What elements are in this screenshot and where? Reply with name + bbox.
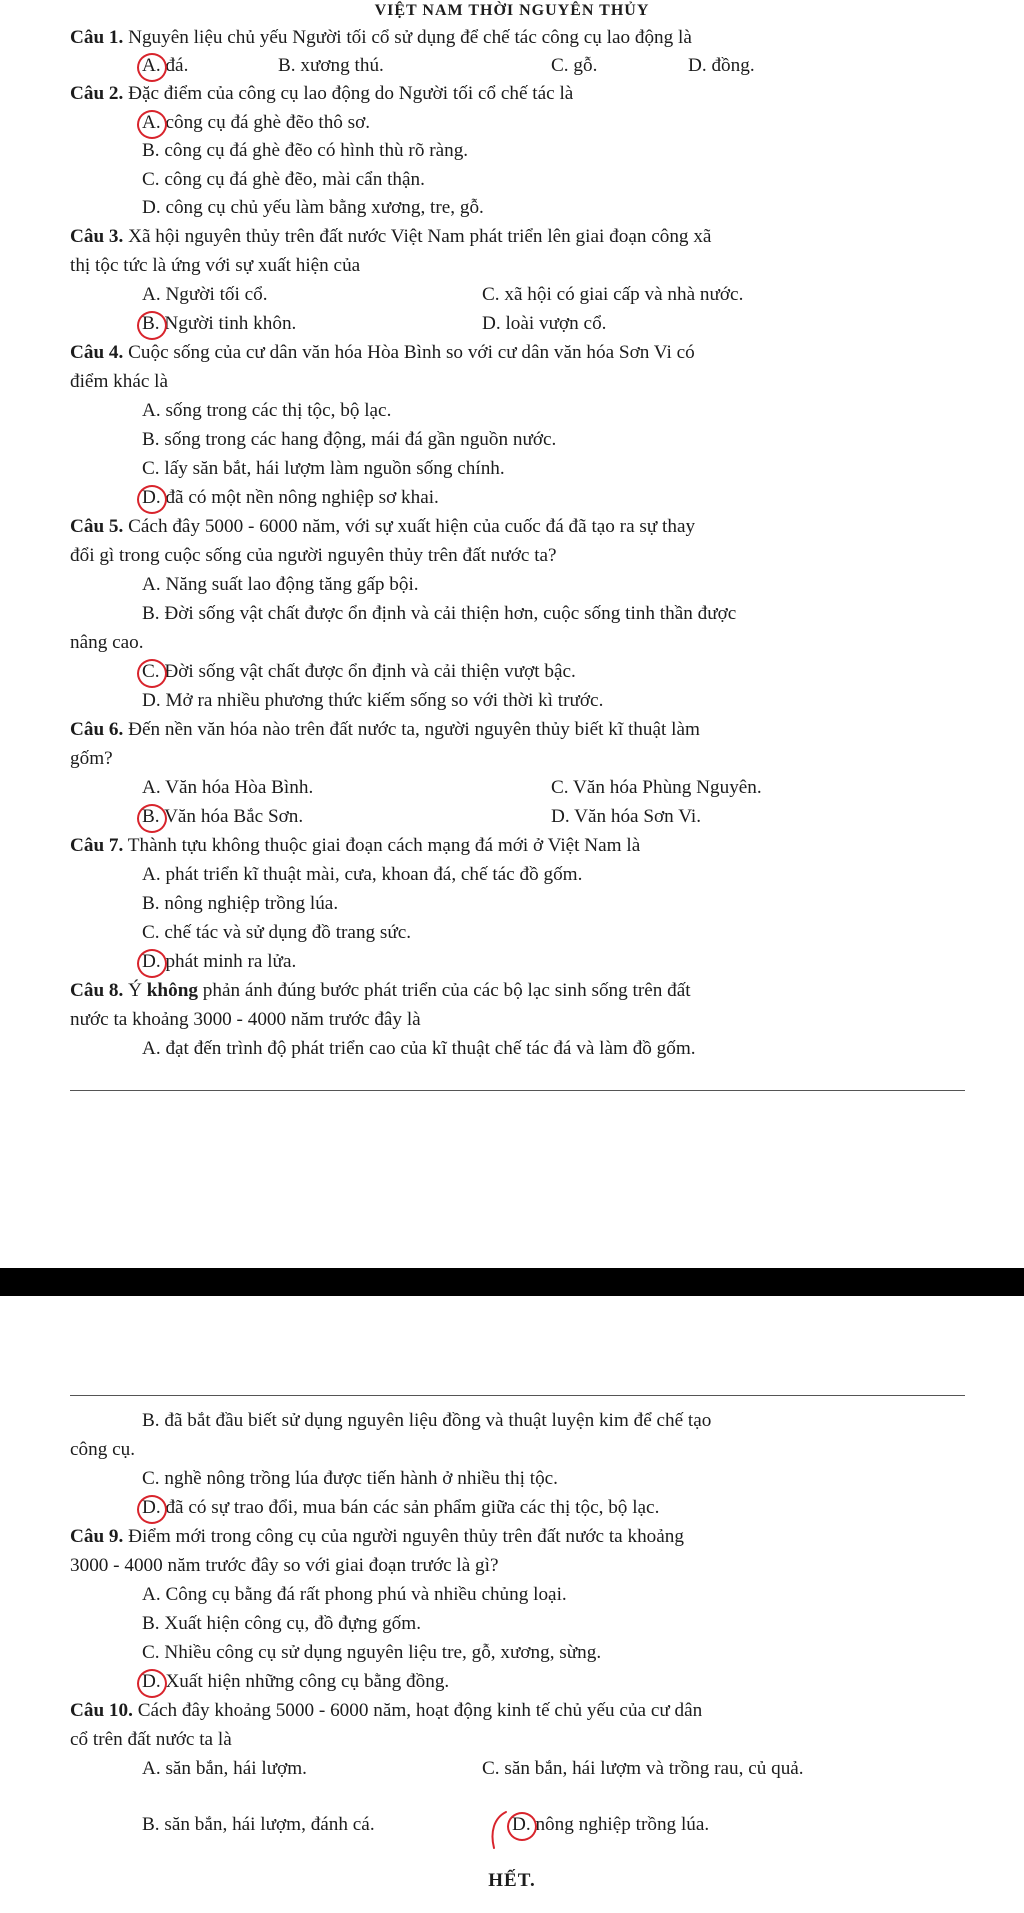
question-6-cont: gốm?	[70, 748, 113, 769]
question-8: Câu 8. Ý không phản ánh đúng bước phát triển của các bộ lạc sinh sống trên đất	[70, 980, 691, 1001]
answer-circle: A.	[142, 52, 161, 80]
q7-option-c: C. chế tác và sử dụng đồ trang sức.	[142, 922, 412, 943]
q5-option-b-cont: nâng cao.	[70, 632, 144, 653]
q8-option-a: A. đạt đến trình độ phát triển cao của kĩ thuật chế tác đá và làm đồ gốm.	[142, 1038, 696, 1059]
q4-option-b: B. sống trong các hang động, mái đá gần nguồn nước.	[142, 429, 557, 450]
q2-option-a: A. công cụ đá ghè đẽo thô sơ.	[142, 109, 370, 137]
question-text: Nguyên liệu chủ yếu Người tối cổ sử dụng để chế tác công cụ lao động là	[128, 27, 692, 48]
question-label: Câu 4.	[70, 342, 124, 363]
answer-circle: D.	[142, 948, 161, 976]
question-text: Cách đây khoảng 5000 - 6000 năm, hoạt động kinh tế chủ yếu của cư dân	[137, 1700, 703, 1721]
q1-option-b: B. xương thú.	[278, 55, 384, 76]
q1-option-d: D. đồng.	[688, 55, 755, 76]
q4-option-d: D. đã có một nền nông nghiệp sơ khai.	[142, 484, 439, 512]
question-text: Thành tựu không thuộc giai đoạn cách mạng đá mới ở Việt Nam là	[127, 835, 641, 856]
question-label: Câu 3.	[70, 226, 124, 247]
q6-option-c: C. Văn hóa Phùng Nguyên.	[551, 777, 762, 798]
question-label: Câu 1.	[70, 27, 124, 48]
question-text: Đến nền văn hóa nào trên đất nước ta, người nguyên thủy biết kĩ thuật làm	[128, 719, 700, 740]
q2-option-d: D. công cụ chủ yếu làm bằng xương, tre, gỗ.	[142, 197, 484, 218]
q6-option-b: B. Văn hóa Bắc Sơn.	[142, 803, 303, 831]
q5-option-b: B. Đời sống vật chất được ổn định và cải thiện hơn, cuộc sống tinh thần được	[142, 603, 737, 624]
q3-option-d: D. loài vượn cổ.	[482, 313, 607, 334]
q6-option-d: D. Văn hóa Sơn Vi.	[551, 806, 702, 827]
question-1	[70, 24, 692, 52]
end-mark: HẾT.	[488, 1870, 536, 1891]
q10-option-b: B. săn bắn, hái lượm, đánh cá.	[142, 1814, 375, 1835]
question-text: Cách đây 5000 - 6000 năm, với sự xuất hiện của cuốc đá đã tạo ra sự thay	[128, 516, 696, 537]
question-9	[70, 1523, 684, 1551]
question-label: Câu 8.	[70, 980, 124, 1001]
q7-option-a: A. phát triển kĩ thuật mài, cưa, khoan đá, chế tác đồ gốm.	[142, 864, 583, 885]
question-text: Điểm mới trong công cụ của người nguyên thủy trên đất nước ta khoảng	[128, 1526, 684, 1547]
answer-circle: D.	[512, 1811, 531, 1839]
answer-circle: D.	[142, 1494, 161, 1522]
question-10-cont: cổ trên đất nước ta là	[70, 1729, 232, 1750]
q10-option-a: A. săn bắn, hái lượm.	[142, 1758, 307, 1779]
question-2	[70, 80, 573, 108]
q9-option-b: B. Xuất hiện công cụ, đồ đựng gốm.	[142, 1613, 421, 1634]
q10-option-d: D. nông nghiệp trồng lúa.	[512, 1811, 709, 1839]
question-8-cont: nước ta khoảng 3000 - 4000 năm trước đây là	[70, 1009, 421, 1030]
question-label: Câu 7.	[70, 835, 124, 856]
question-4-cont: điểm khác là	[70, 371, 169, 392]
pen-stroke	[488, 1808, 508, 1852]
q3-option-c: C. xã hội có giai cấp và nhà nước.	[482, 284, 744, 305]
q5-option-a: A. Năng suất lao động tăng gấp bội.	[142, 574, 419, 595]
q5-option-c: C. Đời sống vật chất được ổn định và cải thiện vượt bậc.	[142, 658, 576, 686]
question-text: Cuộc sống của cư dân văn hóa Hòa Bình so với cư dân văn hóa Sơn Vi có	[128, 342, 695, 363]
q9-option-a: A. Công cụ bằng đá rất phong phú và nhiều chủng loại.	[142, 1584, 567, 1605]
q5-option-d: D. Mở ra nhiều phương thức kiếm sống so với thời kì trước.	[142, 690, 604, 711]
q10-option-c: C. săn bắn, hái lượm và trồng rau, củ quả.	[482, 1758, 804, 1779]
q4-option-c: C. lấy săn bắt, hái lượm làm nguồn sống chính.	[142, 458, 505, 479]
question-label: Câu 5.	[70, 516, 124, 537]
q6-option-a: A. Văn hóa Hòa Bình.	[142, 777, 314, 798]
question-6	[70, 716, 700, 744]
q8-option-c: C. nghề nông trồng lúa được tiến hành ở nhiều thị tộc.	[142, 1468, 558, 1489]
q7-option-d: D. phát minh ra lửa.	[142, 948, 296, 976]
question-label: Câu 6.	[70, 719, 124, 740]
answer-circle: B.	[142, 803, 160, 831]
q8-option-b: B. đã bắt đầu biết sử dụng nguyên liệu đồng và thuật luyện kim để chế tạo	[142, 1410, 712, 1431]
question-9-cont: 3000 - 4000 năm trước đây so với giai đoạn trước là gì?	[70, 1555, 499, 1576]
q9-option-c: C. Nhiều công cụ sử dụng nguyên liệu tre, gỗ, xương, sừng.	[142, 1642, 602, 1663]
page-break-band	[0, 1268, 1024, 1296]
question-5	[70, 513, 695, 541]
q8-option-d: D. đã có sự trao đổi, mua bán các sản phẩm giữa các thị tộc, bộ lạc.	[142, 1494, 659, 1522]
question-label: Câu 2.	[70, 83, 124, 104]
q7-option-b: B. nông nghiệp trồng lúa.	[142, 893, 339, 914]
document-title: VIỆT NAM THỜI NGUYÊN THỦY	[374, 2, 650, 19]
q4-option-a: A. sống trong các thị tộc, bộ lạc.	[142, 400, 392, 421]
page-divider	[70, 1090, 965, 1091]
q2-option-c: C. công cụ đá ghè đẽo, mài cẩn thận.	[142, 169, 425, 190]
answer-circle: C.	[142, 658, 160, 686]
question-text: Xã hội nguyên thủy trên đất nước Việt Nam phát triển lên giai đoạn công xã	[128, 226, 712, 247]
answer-circle: B.	[142, 310, 160, 338]
page-divider	[70, 1395, 965, 1396]
question-text: phản ánh đúng bước phát triển của các bộ lạc sinh sống trên đất	[202, 980, 691, 1001]
question-text: Đặc điểm của công cụ lao động do Người tối cổ chế tác là	[128, 83, 574, 104]
question-emphasis: không	[146, 980, 198, 1001]
q2-option-b: B. công cụ đá ghè đẽo có hình thù rõ ràng.	[142, 140, 469, 161]
question-label: Câu 9.	[70, 1526, 124, 1547]
answer-circle: D.	[142, 484, 161, 512]
question-label: Câu 10.	[70, 1700, 133, 1721]
q3-option-a: A. Người tối cổ.	[142, 284, 268, 305]
question-10	[70, 1697, 702, 1725]
q1-option-a: A. đá.	[142, 52, 188, 80]
question-7	[70, 832, 640, 860]
answer-circle: A.	[142, 109, 161, 137]
answer-circle: D.	[142, 1668, 161, 1696]
question-3	[70, 223, 711, 251]
question-5-cont: đổi gì trong cuộc sống của người nguyên thủy trên đất nước ta?	[70, 545, 557, 566]
q3-option-b: B. Người tinh khôn.	[142, 310, 296, 338]
q1-option-c: C. gỗ.	[551, 55, 598, 76]
question-3-cont: thị tộc tức là ứng với sự xuất hiện của	[70, 255, 361, 276]
q8-option-b-cont: công cụ.	[70, 1439, 136, 1460]
question-4	[70, 339, 695, 367]
q9-option-d: D. Xuất hiện những công cụ bằng đồng.	[142, 1668, 449, 1696]
